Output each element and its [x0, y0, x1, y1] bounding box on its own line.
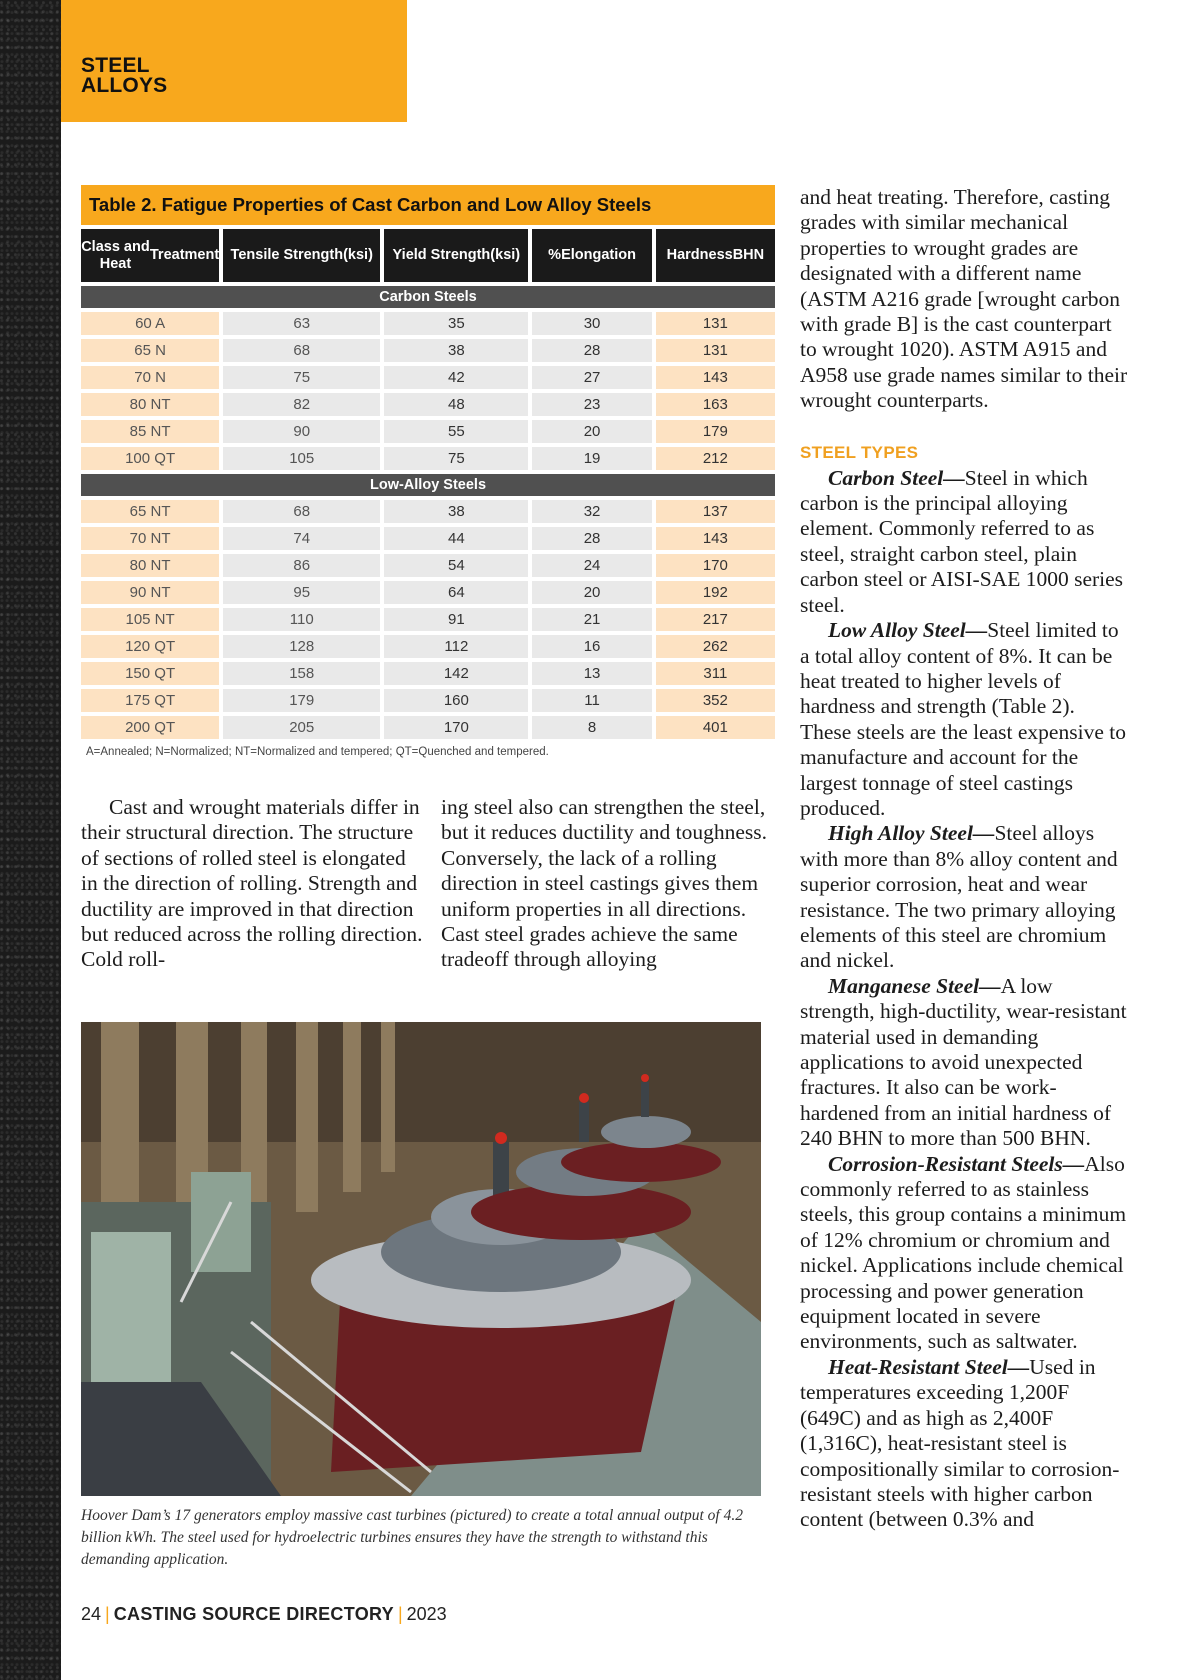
section-label-line2: ALLOYS [81, 74, 168, 97]
table-cell: 28 [532, 339, 651, 362]
table-cell: 212 [656, 447, 775, 470]
steel-type-term: Carbon Steel— [828, 465, 965, 490]
footer-separator: | [105, 1604, 110, 1624]
middle-column-text: ing steel also can strengthen the steel, but it reduces ductility and toughness. Conversely, the lack of a rolling direction in steel castings gives them uniform properties in all directions. Cast steel grades achieve the same tradeoff through alloying [441, 795, 768, 972]
table-cell: 131 [656, 312, 775, 335]
table-cell: 16 [532, 635, 651, 658]
table-cell: 20 [532, 420, 651, 443]
table-cell: 110 [223, 608, 380, 631]
table-cell: 175 QT [81, 689, 219, 712]
table-cell: 100 QT [81, 447, 219, 470]
steel-type-term: High Alloy Steel— [828, 821, 995, 846]
table-row [81, 420, 775, 443]
steel-type-term: Corrosion-Resistant Steels— [828, 1151, 1085, 1176]
table-cell: 170 [656, 554, 775, 577]
table-cell: 401 [656, 716, 775, 739]
table-row [81, 447, 775, 470]
table-row [81, 689, 775, 712]
publication-name: CASTING SOURCE DIRECTORY [113, 1604, 394, 1624]
footer-separator: | [397, 1604, 403, 1624]
table-cell: 91 [384, 608, 528, 631]
steel-type-paragraph [800, 1152, 1130, 1355]
table-row [81, 662, 775, 685]
table-cell: 55 [384, 420, 528, 443]
turbine-hall-illustration [81, 1022, 761, 1496]
table-cell: 35 [384, 312, 528, 335]
steel-type-description: Steel alloys with more than 8% alloy content and superior corrosion, heat and wear resistance. The two primary alloying elements of this steel are chromium and nickel. [800, 821, 1118, 973]
steel-type-term: Low Alloy Steel— [828, 618, 988, 643]
table-cell: 128 [223, 635, 380, 658]
table-row [81, 393, 775, 416]
table-row [81, 500, 775, 523]
steel-type-term: Heat-Resistant Steel— [828, 1354, 1030, 1379]
table-cell: 11 [532, 689, 651, 712]
table-row [81, 312, 775, 335]
column-header [81, 229, 219, 282]
steel-type-paragraph [800, 821, 1130, 973]
table-cell: 160 [384, 689, 528, 712]
table-row [81, 716, 775, 739]
table-footnote: A=Annealed; N=Normalized; NT=Normalized and tempered; QT=Quenched and tempered. [86, 746, 549, 758]
table-cell: 137 [656, 500, 775, 523]
table-row [81, 635, 775, 658]
column-header-line: Treatment [149, 247, 220, 263]
table-cell: 65 NT [81, 500, 219, 523]
page-footer [81, 1604, 447, 1625]
table-cell: 170 [384, 716, 528, 739]
fatigue-properties-table [81, 185, 775, 758]
photo-caption: Hoover Dam’s 17 generators employ massive cast turbines (pictured) to create a total annual output of 4.2 billion kWh. The steel used for hydroelectric turbines ensures they have the strength to withstand this demanding application. [81, 1507, 743, 1568]
table-cell: 311 [656, 662, 775, 685]
table-cell: 70 NT [81, 527, 219, 550]
right-column-intro: and heat treating. Therefore, casting grades with similar mechanical properties to wrought grades are designated with a different name (ASTM A216 grade [wrought carbon with grade B] is the cast counterpart to wrought 1020). ASTM A915 and A958 use grade names similar to their wrought counterparts. [800, 185, 1128, 413]
table-cell: 19 [532, 447, 651, 470]
left-column-text: Cast and wrought materials differ in their structural direction. The structure of sections of rolled steel is elongated in the direction of rolling. Strength and ductility are improved in that direction but reduced across the rolling direction. Cold roll- [81, 795, 423, 972]
table-cell: 150 QT [81, 662, 219, 685]
steel-type-description: Steel in which carbon is the principal alloying element. Commonly referred to as steel, straight carbon steel, plain carbon steel or AISI-SAE 1000 series steel. [800, 465, 1124, 617]
table-cell: 42 [384, 366, 528, 389]
table-row [81, 339, 775, 362]
section-tab [61, 0, 407, 122]
table-cell: 23 [532, 393, 651, 416]
column-header [532, 229, 651, 282]
steel-type-description: Steel limited to a total alloy content of 8%. It can be heat treated to higher levels of hardness and strength (Table 2). These steels are the least expensive to manufacture and account for the largest tonnage of steel castings produced. [800, 618, 1126, 820]
table-cell: 90 NT [81, 581, 219, 604]
table-cell: 70 N [81, 366, 219, 389]
table-cell: 64 [384, 581, 528, 604]
section-label-line1: STEEL [81, 54, 150, 77]
page-number: 24 [81, 1604, 102, 1624]
table-cell: 158 [223, 662, 380, 685]
table-cell: 192 [656, 581, 775, 604]
steel-type-paragraph [800, 974, 1130, 1152]
table-cell: 143 [656, 527, 775, 550]
table-cell: 262 [656, 635, 775, 658]
table-cell: 217 [656, 608, 775, 631]
table-cell: 90 [223, 420, 380, 443]
column-header-line: (ksi) [343, 247, 373, 263]
table-cell: 27 [532, 366, 651, 389]
turbine-hall-photo [81, 1022, 761, 1496]
table-cell: 143 [656, 366, 775, 389]
table-body [81, 286, 775, 739]
group-header: Carbon Steels [81, 286, 775, 308]
table-cell: 112 [384, 635, 528, 658]
decorative-edge-strip [0, 0, 61, 1680]
table-cell: 38 [384, 500, 528, 523]
table-cell: 20 [532, 581, 651, 604]
column-header-line: Hardness [666, 247, 733, 263]
table-row [81, 581, 775, 604]
table-cell: 13 [532, 662, 651, 685]
column-header [656, 229, 775, 282]
steel-type-paragraph [800, 466, 1130, 618]
table-cell: 95 [223, 581, 380, 604]
table-cell: 142 [384, 662, 528, 685]
table-cell: 82 [223, 393, 380, 416]
table-cell: 80 NT [81, 554, 219, 577]
column-header-line: Tensile Strength [230, 247, 344, 263]
table-title: Table 2. Fatigue Properties of Cast Carbon and Low Alloy Steels [81, 185, 775, 225]
table-cell: 32 [532, 500, 651, 523]
column-header [384, 229, 528, 282]
steel-type-description: Also commonly referred to as stainless steels, this group contains a minimum of 12% chromium or chromium and nickel. Applications include chemical processing and power generation equipment located in severe environments, such as saltwater. [800, 1151, 1127, 1354]
table-cell: 163 [656, 393, 775, 416]
group-header: Low-Alloy Steels [81, 474, 775, 496]
table-row [81, 366, 775, 389]
table-cell: 65 N [81, 339, 219, 362]
table-cell: 54 [384, 554, 528, 577]
table-cell: 74 [223, 527, 380, 550]
right-column [800, 185, 1130, 1533]
steel-type-paragraph [800, 1355, 1130, 1533]
table-cell: 120 QT [81, 635, 219, 658]
column-header [223, 229, 380, 282]
table-cell: 30 [532, 312, 651, 335]
section-label [81, 56, 281, 96]
table-cell: 205 [223, 716, 380, 739]
steel-type-term: Manganese Steel— [828, 973, 1001, 998]
publication-year: 2023 [406, 1604, 447, 1624]
table-cell: 85 NT [81, 420, 219, 443]
table-cell: 352 [656, 689, 775, 712]
table-cell: 68 [223, 339, 380, 362]
table-cell: 60 A [81, 312, 219, 335]
table-cell: 28 [532, 527, 651, 550]
table-cell: 131 [656, 339, 775, 362]
steel-type-description: Used in temperatures exceeding 1,200F (649C) and as high as 2,400F (1,316C), heat-resistant steel is compositionally similar to corrosion-resistant steels with higher carbon content (between 0.3% and [800, 1354, 1120, 1532]
table-cell: 38 [384, 339, 528, 362]
steel-type-description: A low strength, high-ductility, wear-resistant material used in demanding applications to avoid unexpected fractures. It also can be work-hardened from an initial hardness of 240 BHN to more than 500 BHN. [800, 973, 1127, 1151]
table-cell: 8 [532, 716, 651, 739]
table-cell: 105 NT [81, 608, 219, 631]
table-cell: 200 QT [81, 716, 219, 739]
table-cell: 80 NT [81, 393, 219, 416]
table-cell: 24 [532, 554, 651, 577]
table-cell: 44 [384, 527, 528, 550]
column-header-line: Class and Heat [81, 238, 150, 272]
table-cell: 75 [223, 366, 380, 389]
table-row [81, 554, 775, 577]
table-cell: 105 [223, 447, 380, 470]
table-row [81, 527, 775, 550]
column-header-line: BHN [732, 247, 765, 263]
column-header-line: (ksi) [490, 247, 521, 263]
table-cell: 75 [384, 447, 528, 470]
steel-types-heading: STEEL TYPES [800, 442, 919, 462]
column-header-line: Elongation [561, 247, 636, 263]
table-cell: 179 [223, 689, 380, 712]
table-cell: 21 [532, 608, 651, 631]
table-header-row [81, 229, 775, 282]
steel-type-paragraph [800, 618, 1130, 821]
table-cell: 63 [223, 312, 380, 335]
column-header-line: Yield Strength [392, 247, 491, 263]
table-cell: 68 [223, 500, 380, 523]
table-cell: 86 [223, 554, 380, 577]
steel-types-list [800, 466, 1130, 1533]
table-row [81, 608, 775, 631]
table-cell: 48 [384, 393, 528, 416]
table-cell: 179 [656, 420, 775, 443]
column-header-line: % [548, 247, 562, 263]
